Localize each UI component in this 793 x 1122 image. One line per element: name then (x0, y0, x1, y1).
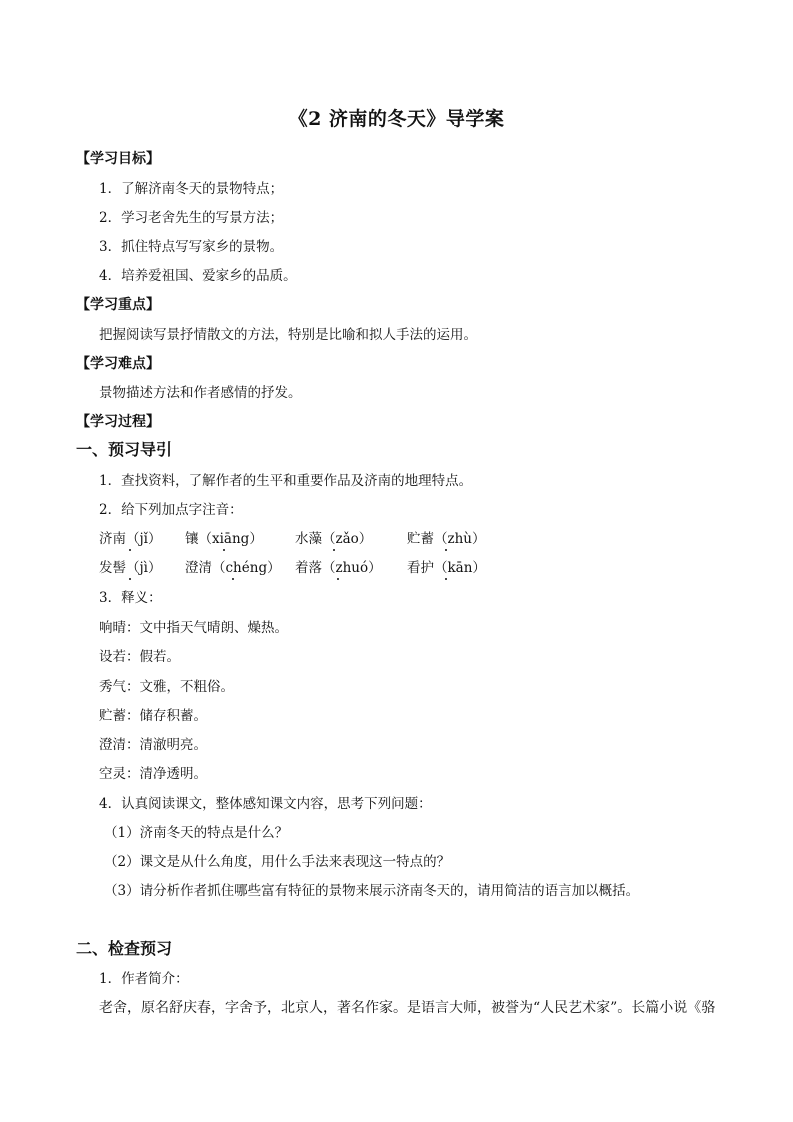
difficulties-text: 景物描述方法和作者感情的抒发。 (99, 385, 302, 401)
part1-item-3: 3．释义： (99, 590, 162, 606)
pinyin-row-2 (99, 556, 599, 574)
objective-item-1: 1．了解济南冬天的景物特点； (99, 181, 284, 197)
objective-item-4: 4．培养爱祖国、爱家乡的品质。 (99, 268, 297, 284)
question-2: （2）课文是从什么角度，用什么手法来表现这一特点的？ (104, 854, 451, 870)
pinyin-entry (99, 556, 162, 576)
char: 发 (99, 560, 113, 576)
pinyin-text: （chéng） (212, 560, 281, 576)
pinyin-text: （zhù） (434, 531, 486, 547)
char: 护 (420, 560, 434, 576)
dotted-char: 看 (407, 556, 421, 576)
objectives-heading: 【学习目标】 (76, 151, 160, 167)
dotted-char: 着 (295, 556, 309, 576)
definition-3: 秀气：文雅，不粗俗。 (99, 679, 234, 695)
pinyin-entry (295, 527, 372, 547)
dotted-char: 藻 (309, 527, 323, 547)
process-heading: 【学习过程】 (76, 414, 160, 430)
dotted-char: 澄 (185, 556, 199, 576)
pinyin-text: （zhuó） (322, 560, 382, 576)
pinyin-row-1 (99, 527, 599, 545)
part2-item-1: 1．作者简介： (99, 971, 189, 987)
key-points-text: 把握阅读写景抒情散文的方法，特别是比喻和拟人手法的运用。 (99, 327, 477, 343)
pinyin-text: （kān） (434, 560, 486, 576)
pinyin-text: （jǐ） (126, 531, 162, 547)
char: 南 (112, 531, 126, 547)
pinyin-entry (185, 556, 281, 576)
char: 水 (295, 531, 309, 547)
pinyin-entry (407, 556, 486, 576)
part1-item-4: 4．认真阅读课文，整体感知课文内容，思考下列问题： (99, 796, 432, 812)
part1-item-1: 1．查找资料，了解作者的生平和重要作品及济南的地理特点。 (99, 473, 473, 489)
dotted-char: 髻 (113, 556, 127, 576)
question-1: （1）济南冬天的特点是什么？ (104, 825, 289, 841)
char: 落 (308, 560, 322, 576)
pinyin-entry (185, 527, 263, 547)
objective-item-2: 2．学习老舍先生的写景方法； (99, 210, 284, 226)
question-3: （3）请分析作者抓住哪些富有特征的景物来展示济南冬天的，请用简洁的语言加以概括。 (104, 883, 640, 899)
author-bio: 老舍，原名舒庆春，字舍予，北京人，著名作家。是语言大师，被誉为“人民艺术家”。长篇小说《骆 (99, 1000, 716, 1016)
difficulties-heading: 【学习难点】 (76, 356, 160, 372)
pinyin-entry (99, 527, 162, 547)
dotted-char: 贮 (407, 527, 421, 547)
key-points-heading: 【学习重点】 (76, 297, 160, 313)
dotted-char: 镶 (185, 527, 199, 547)
definition-1: 响晴：文中指天气晴朗、燥热。 (99, 620, 288, 636)
pinyin-text: （xiāng） (198, 531, 263, 547)
part1-item-2: 2．给下列加点字注音： (99, 502, 243, 518)
objective-item-3: 3．抓住特点写写家乡的景物。 (99, 239, 284, 255)
definition-5: 澄清：清澈明亮。 (99, 737, 207, 753)
part2-heading: 二、检查预习 (76, 939, 173, 958)
part1-heading: 一、预习导引 (76, 440, 173, 459)
definition-6: 空灵：清净透明。 (99, 766, 207, 782)
document-title: 《2 济南的冬天》导学案 (288, 108, 505, 130)
char: 蓄 (420, 531, 434, 547)
char: 清 (198, 560, 212, 576)
definition-2: 设若：假若。 (99, 649, 180, 665)
pinyin-entry (295, 556, 382, 576)
dotted-char: 济 (99, 527, 113, 547)
definition-4: 贮蓄：储存积蓄。 (99, 708, 207, 724)
pinyin-entry (407, 527, 486, 547)
pinyin-text: （zǎo） (322, 531, 373, 547)
pinyin-text: （jì） (126, 560, 162, 576)
